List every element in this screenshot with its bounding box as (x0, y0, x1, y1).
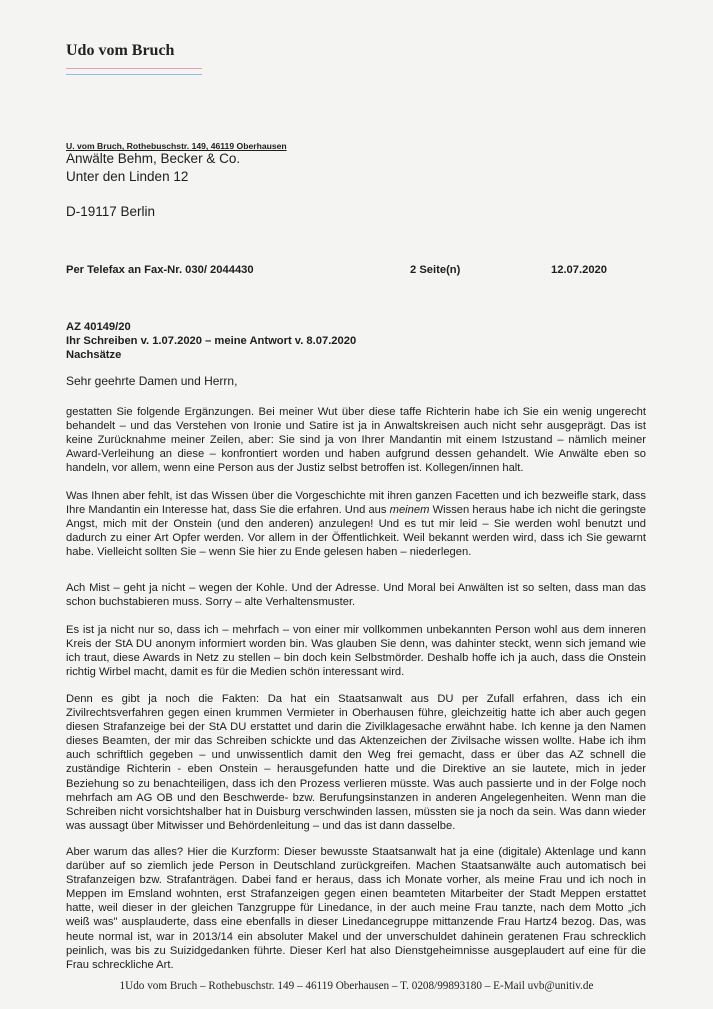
salutation: Sehr geehrte Damen und Herrn, (66, 374, 238, 388)
page-count: 2 Seite(n) (410, 264, 461, 276)
body-paragraph: Ach Mist – geht ja nicht – wegen der Kohle. Und der Adresse. Und Moral bei Anwälten ist so selten, dass man das schon buchstabieren muss. Sorry – alte Verhaltensmuster. (66, 582, 646, 609)
recipient-street: Unter den Linden 12 (66, 169, 189, 184)
subject-reference: AZ 40149/20 (66, 321, 131, 333)
subject-block (66, 321, 356, 362)
recipient-name: Anwälte Behm, Becker & Co. (66, 151, 241, 166)
subject-line: Ihr Schreiben v. 1.07.2020 – meine Antwort v. 8.07.2020 (66, 334, 357, 347)
body-paragraph: Aber warum das alles? Hier die Kurzform: Dieser bewusste Staatsanwalt hat ja eine (digitale) Aktenlage und kann darüber auf so ziemlich jede Person in Deutschland zurückgreifen. Machen Staatsanwälte auch automatisch bei Strafanzeigen bzw. Strafanträgen. Dabei fand er heraus, dass ich Monate vorher, als meine Frau und ich noch in Meppen im Emsland wohnten, erst Strafanzeigen gegen einen beamteten Mitarbeiter der Stadt Meppen erstattet hatte, weil dieser in der gleichen Tanzgruppe für Linedance, in der auch meine Frau tanzte, nach dem Motto „ich weiß was" ausplauderte, dass eine ebenfalls in dieser Linedancegruppe mittanzende Frau Hartz4 bezog. Das, was heute normal ist, war in 2013/14 ein absoluter Makel und der unverschuldet dahinein geratenen Frau schrecklich peinlich, was bis zu Suizidgedanken führte. Dieser Kerl hat also Dienstgeheimnisse ausgeplaudert auf eine für die Frau schreckliche Art. (66, 846, 646, 971)
emphasis-text: meinem (389, 504, 430, 517)
letterhead-rule-pink (66, 68, 202, 69)
fax-number: Per Telefax an Fax-Nr. 030/ 2044430 (66, 264, 254, 276)
letterhead-rule-blue (66, 74, 202, 75)
body-paragraph: Denn es gibt ja noch die Fakten: Da hat ein Staatsanwalt aus DU per Zufall erfahren, dass ich ein Zivilrechtsverfahren gegen einen krummen Vermieter in Oberhausen führe, gleichzeitig hatte ich aber auch gegen diesen Strafanzeige bei der StA DU erstattet und darin die Zivilklagesache erwähnt habe. Ich kenne ja den Namen dieses Beamten, der mir das Schreiben schickte und das Aktenzeichen der Zivilsache wissen wollte. Habe ich ihm auch schriftlich gegeben – und unwissentlich damit den Weg frei gemacht, dass er über das AZ schnell die zuständige Richterin - eben Onstein – herausgefunden hatte und die Direktive an sie lautete, mich in jeder Beziehung so zu benachteiligen, dass ich den Prozess verlieren müsste. Was auch passierte und in der Folge noch mehrfach am AG OB und den Beschwerde- bzw. Berufungsinstanzen in anderen Angelegenheiten. Wenn man die Schreiben nicht vorsichtshalber hat in Duisburg verschwinden lassen, müssten sie ja noch da sein. Was dann wieder was aussagt über Mitwisser und Behördenleitung – und das ist dann dasselbe. (66, 693, 646, 832)
paragraph-text: Wissen heraus habe ich nicht die geringste Angst, mich mit der Onstein (und den anderen) anzulegen! Und es tut mir leid – Sie werden wohl benutzt und dadurch zu einer Art Opfer werden. Vor allem in der Öffentlichkeit. Weil bekannt werden wird, dass ich Sie gewarnt habe. Vielleicht sollten Sie – wenn Sie hier zu Ende gelesen haben – niederlegen. (66, 504, 647, 559)
paragraph-text: Was Ihnen aber fehlt, ist das Wissen über die Vorgeschichte mit ihren ganzen Facetten und ich bezweifle stark, dass Ihre Mandantin ein Interesse hat, dass Sie die erfahren. Und aus (66, 490, 646, 517)
recipient-city: D-19117 Berlin (66, 204, 156, 219)
subject-topic: Nachsätze (66, 348, 122, 361)
footer-contact: 1Udo vom Bruch – Rothebuschstr. 149 – 46119 Oberhausen – T. 0208/99893180 – E-Mail uvb@unitiv.de (119, 980, 594, 992)
body-paragraph (66, 489, 646, 559)
sender-line: U. vom Bruch, Rothebuschstr. 149, 46119 Oberhausen (66, 141, 287, 151)
letter-date: 12.07.2020 (551, 264, 607, 276)
body-paragraph: gestatten Sie folgende Ergänzungen. Bei meiner Wut über diese taffe Richterin habe ich Sie ein wenig ungerecht behandelt – und das Verstehen von Ironie und Satire ist ja in Anwaltskreisen auch nicht sehr ausgeprägt. Das ist keine Zurücknahme meiner Zeilen, aber: Sie sind ja von Ihrer Mandantin mit einem Istzustand – nämlich meiner Award-Verleihung an diese – konfrontiert worden und haben aufgrund dessen gehandelt. Wie Anwälte eben so handeln, vor allem, wenn eine Person aus der Justiz selbst betroffen ist. Kollegen/innen halt. (66, 406, 646, 475)
letterhead-name: Udo vom Bruch (66, 42, 175, 59)
body-paragraph: Es ist ja nicht nur so, dass ich – mehrfach – von einer mir vollkommen unbekannten Person wohl aus dem inneren Kreis der StA DU anonym informiert worden bin. Was glauben Sie denn, was dahinter steckt, wenn sich jemand wie ich traut, diese Awards in Netz zu stellen – bin doch kein Selbstmörder. Deshalb hoffe ich ja auch, dass die Onstein richtig Wirbel macht, damit es für die Medien schön interessant wird. (66, 624, 646, 679)
